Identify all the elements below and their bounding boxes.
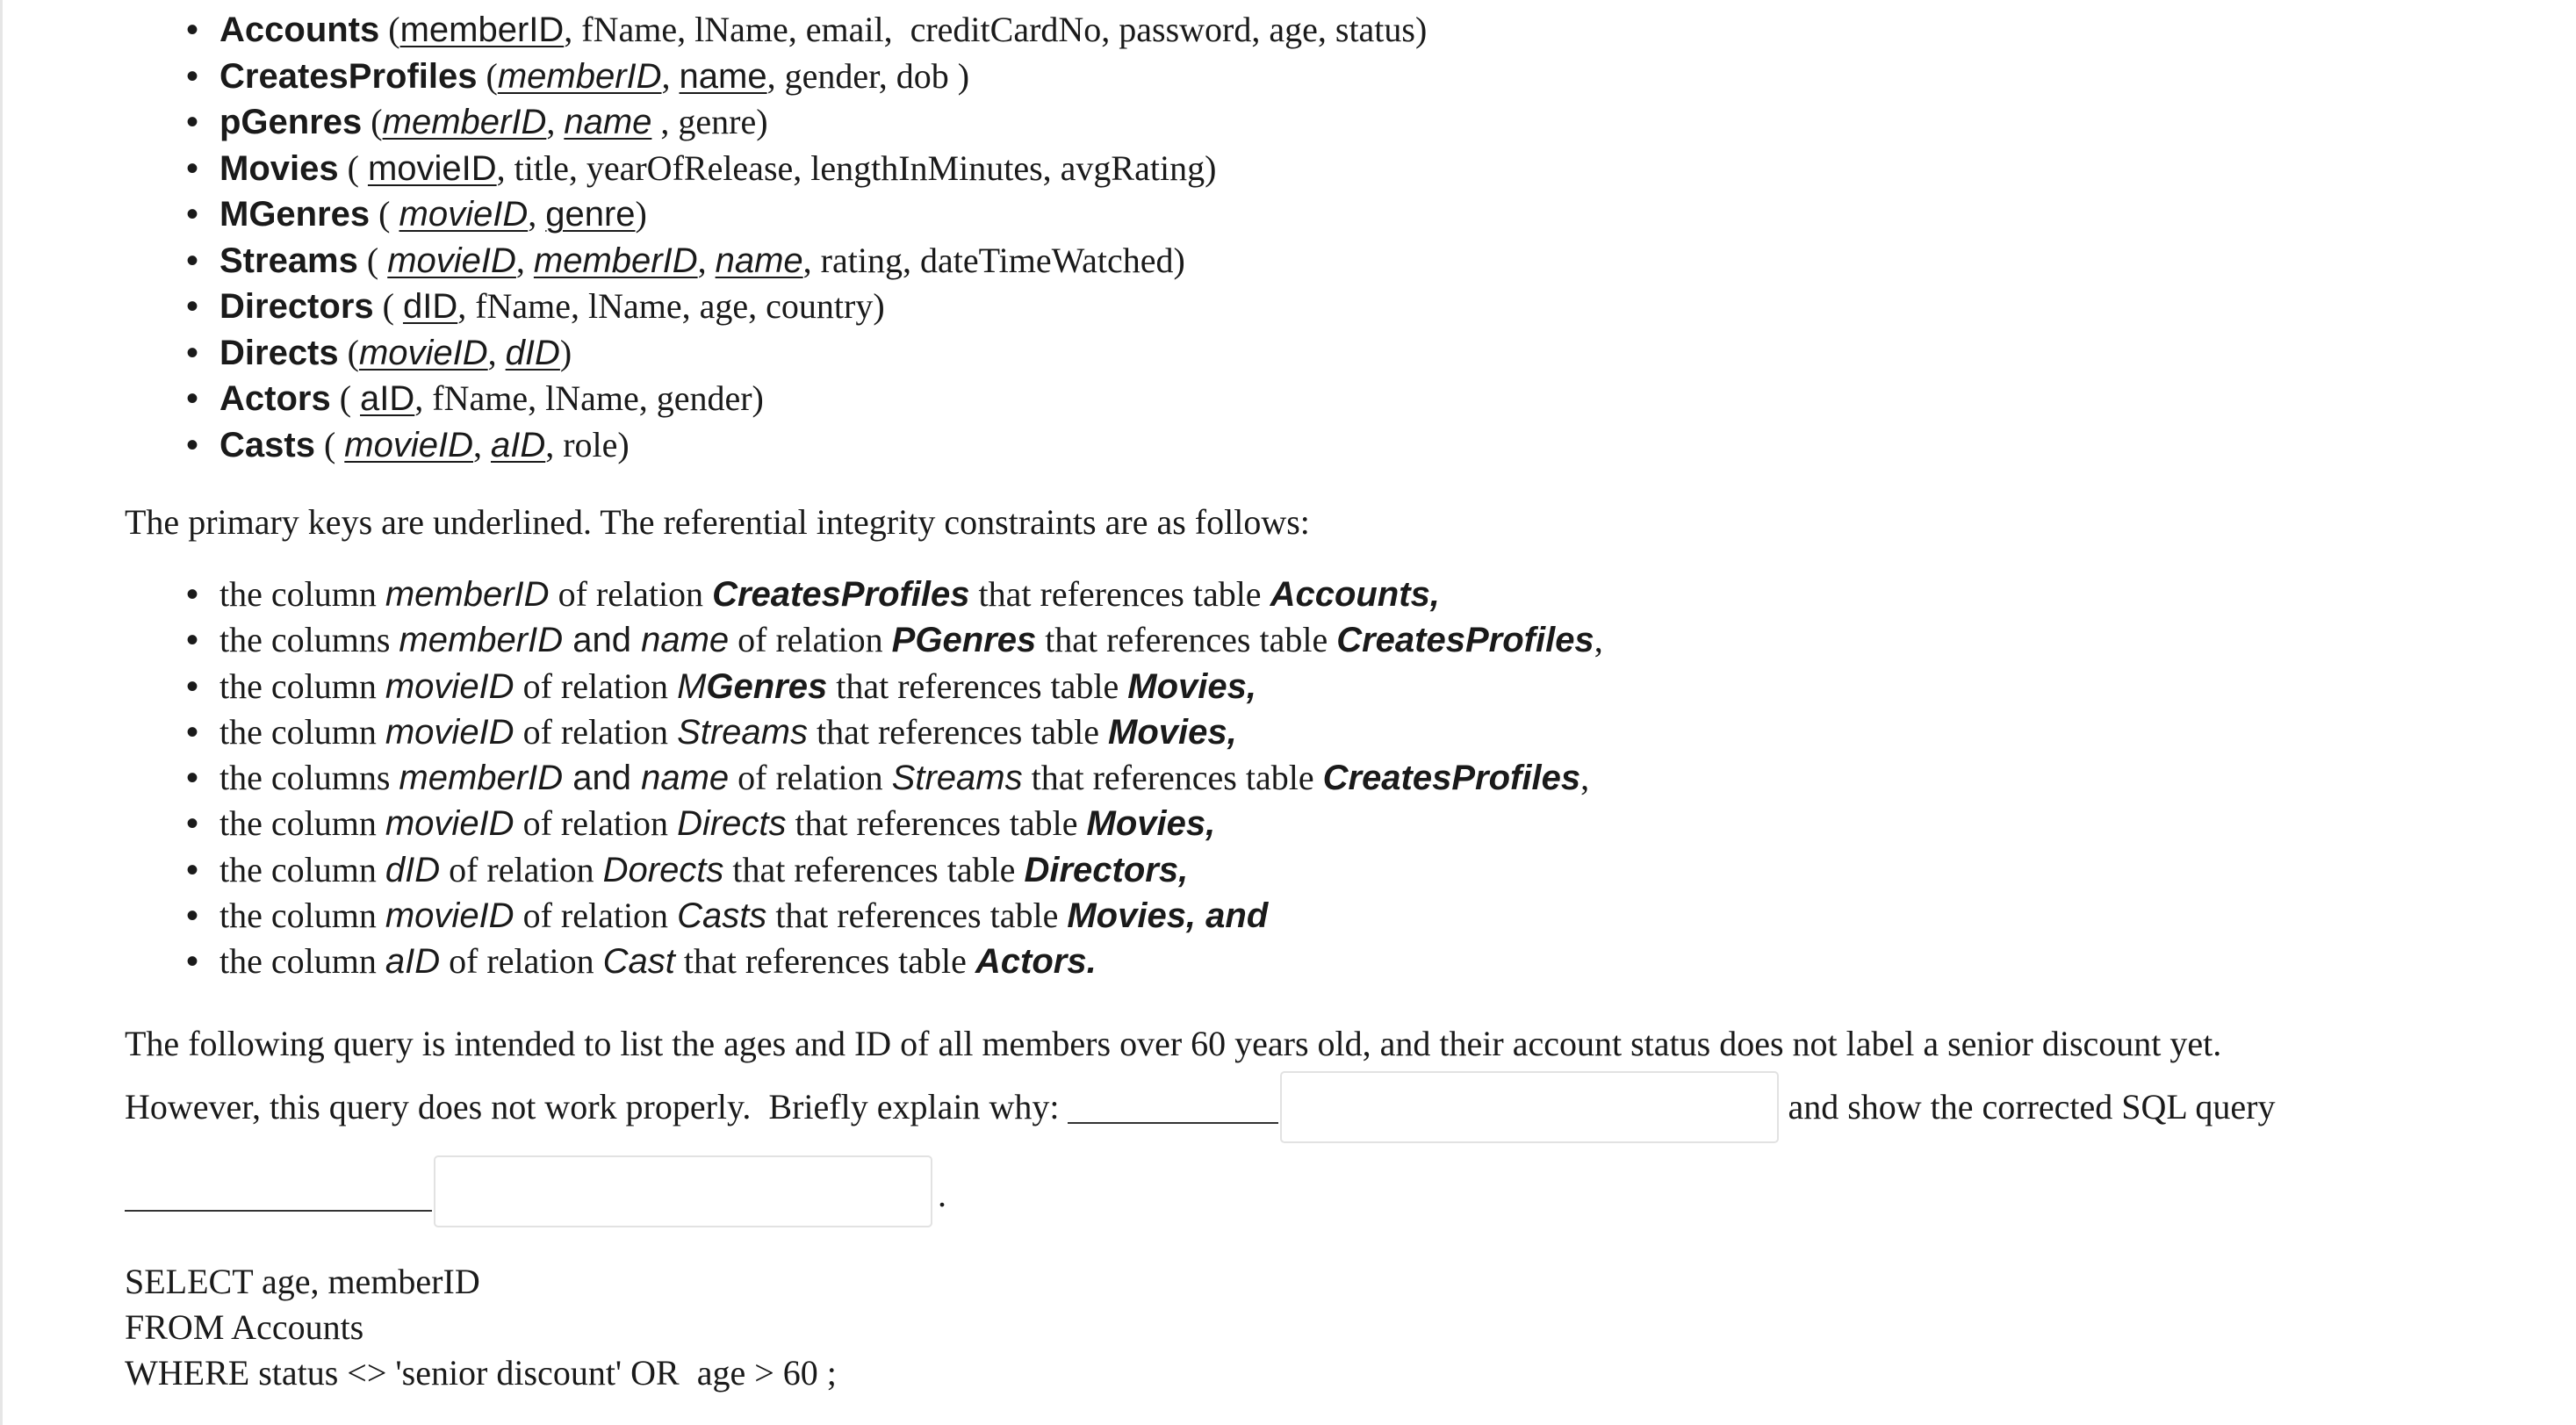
constraint-text: of relation: [514, 803, 678, 844]
constraint-text: that references table: [827, 666, 1128, 706]
constraint-text: of relation: [514, 666, 678, 706]
constraint-text: Casts: [677, 896, 767, 936]
constraint-text: that references table: [723, 849, 1025, 889]
primary-key-attribute: movieID: [344, 425, 473, 464]
sql-query: [125, 1259, 2548, 1396]
attribute-text: , rating, dateTimeWatched): [802, 240, 1185, 280]
constraint-text: that references table: [786, 803, 1087, 844]
constraint-text: PGenres: [891, 621, 1037, 660]
primary-key-attribute: movieID: [358, 333, 488, 372]
sql-line: FROM Accounts: [125, 1306, 364, 1347]
relation-name: Streams: [219, 241, 358, 280]
constraint-text: movieID: [385, 896, 514, 936]
constraint-item: [125, 664, 2548, 709]
constraint-item: [125, 847, 2548, 893]
attribute-text: ,: [515, 240, 534, 280]
attribute-text: ,: [546, 102, 565, 141]
attribute-text: , title, yearOfRelease, lengthInMinutes, avgRating): [496, 148, 1217, 188]
constraint-text: movieID: [385, 712, 514, 752]
schema-item: [125, 99, 2548, 146]
relation-name: CreatesProfiles: [219, 56, 478, 96]
question-text: [125, 1017, 2548, 1143]
relation-paren: (: [373, 286, 403, 326]
constraint-text: that references table: [808, 711, 1109, 752]
primary-keys-intro: The primary keys are underlined. The referential integrity constraints are as follows:: [125, 502, 1310, 542]
schema-item: [125, 330, 2548, 377]
constraint-text: dID: [385, 850, 441, 889]
constraint-text: Movies,: [1127, 666, 1256, 706]
schema-item: [125, 54, 2548, 100]
relation-paren: (: [379, 10, 400, 49]
constraint-text: the columns: [219, 620, 399, 660]
relation-name: Actors: [219, 379, 331, 418]
question-line-2-lead: However, this query does not work properly. Briefly explain why:: [125, 1086, 1069, 1126]
schema-item: [125, 376, 2548, 422]
constraint-text: Actors.: [975, 942, 1097, 982]
relation-paren: (: [357, 240, 388, 280]
constraint-item: [125, 617, 2548, 663]
attribute-text: ): [559, 332, 572, 372]
attribute-text: , genre): [651, 102, 768, 141]
sql-line: SELECT age, memberID: [125, 1261, 480, 1301]
question-line-2: [125, 1071, 2548, 1143]
relation-paren: (: [338, 148, 368, 188]
primary-key-attribute: memberID: [497, 56, 662, 96]
relation-name: Directors: [219, 287, 374, 326]
constraint-text: Dorects: [602, 850, 724, 889]
primary-key-attribute: aID: [360, 379, 415, 418]
question-line-2-tail: and show the corrected SQL query: [1779, 1086, 2276, 1126]
constraint-item: [125, 709, 2548, 755]
constraint-text: Streams: [891, 759, 1023, 798]
primary-key-attribute: dID: [402, 287, 458, 326]
schema-item: [125, 284, 2548, 330]
constraint-item: [125, 893, 2548, 939]
constraint-text: CreatesProfiles: [1322, 759, 1581, 798]
attribute-text: , fName, lName, age, country): [457, 286, 885, 326]
constraint-text: of relation: [549, 574, 713, 614]
constraint-item: [125, 939, 2548, 984]
relation-paren: (: [370, 194, 399, 234]
constraint-text: of relation: [514, 711, 678, 752]
constraint-text: the columns: [219, 758, 399, 798]
constraint-text: Accounts,: [1270, 575, 1440, 614]
relation-name: Accounts: [219, 11, 380, 49]
question-line-1: The following query is intended to list the ages and ID of all members over 60 years old, and their account status does not label a senior discount yet.: [125, 1023, 2222, 1063]
schema-list: [125, 7, 2548, 468]
blank-underline-2: [125, 1191, 432, 1212]
constraint-item: [125, 755, 2548, 801]
relation-name: Directs: [219, 333, 339, 372]
constraint-text: the column: [219, 803, 385, 844]
sql-line: WHERE status <> 'senior discount' OR age > 60 ;: [125, 1352, 837, 1393]
constraint-text: Directs: [677, 804, 787, 844]
constraint-text: and: [563, 621, 642, 660]
constraint-text: that references table: [1036, 620, 1337, 660]
constraint-item: [125, 801, 2548, 846]
attribute-text: ): [635, 194, 647, 234]
constraint-text: CreatesProfiles: [1336, 621, 1594, 660]
attribute-text: , fName, lName, gender): [414, 378, 764, 418]
constraint-text: of relation: [729, 620, 892, 660]
attribute-text: ,: [661, 55, 680, 96]
relation-name: Casts: [219, 425, 315, 464]
relation-name: MGenres: [219, 195, 371, 234]
primary-key-attribute: movieID: [367, 148, 497, 188]
primary-key-attribute: name: [564, 103, 652, 141]
explanation-answer-box[interactable]: [1280, 1071, 1779, 1143]
constraint-text: the column: [219, 574, 385, 614]
constraint-text: Directors,: [1024, 850, 1189, 889]
constraint-text: that references table: [1022, 758, 1323, 798]
constraint-text: ,: [1580, 758, 1590, 798]
constraint-text: Movies,: [1086, 804, 1216, 844]
constraint-item: [125, 572, 2548, 617]
constraint-text: of relation: [440, 849, 603, 889]
attribute-text: , gender, dob ): [766, 55, 970, 96]
constraint-text: that references table: [674, 941, 975, 982]
primary-key-attribute: name: [679, 56, 767, 96]
attribute-text: , fName, lName, email, creditCardNo, password, age, status): [564, 10, 1428, 49]
primary-key-attribute: aID: [490, 425, 546, 464]
trailing-period: .: [938, 1175, 946, 1215]
primary-key-attribute: memberID: [382, 103, 547, 141]
constraint-text: the column: [219, 896, 385, 936]
blank-underline-1: [1068, 1103, 1278, 1124]
constraint-text: and: [563, 759, 642, 798]
constraint-text: Movies, and: [1067, 896, 1269, 936]
constraint-text: name: [641, 759, 730, 798]
constraint-text: memberID: [385, 575, 550, 614]
corrected-query-answer-box[interactable]: [434, 1155, 932, 1227]
schema-item: [125, 7, 2548, 54]
constraints-list: [125, 572, 2548, 985]
constraint-text: M: [677, 666, 707, 706]
attribute-text: ,: [697, 240, 716, 280]
constraint-text: the column: [219, 666, 385, 706]
constraint-text: of relation: [729, 758, 892, 798]
attribute-text: ,: [487, 332, 506, 372]
constraint-text: that references table: [969, 574, 1270, 614]
constraint-text: movieID: [385, 666, 514, 706]
constraint-text: Movies,: [1108, 712, 1237, 752]
constraint-text: the column: [219, 711, 385, 752]
schema-item: [125, 238, 2548, 284]
relation-paren: (: [477, 55, 498, 96]
schema-item: [125, 146, 2548, 192]
constraint-text: Streams: [677, 712, 808, 752]
question-content: [125, 0, 2548, 1396]
attribute-text: ,: [528, 194, 546, 234]
schema-item: [125, 422, 2548, 469]
constraint-text: that references table: [766, 896, 1068, 936]
constraint-text: memberID: [399, 759, 564, 798]
relation-paren: (: [362, 102, 383, 141]
constraint-text: the column: [219, 849, 385, 889]
constraint-text: Cast: [602, 942, 675, 982]
schema-item: [125, 191, 2548, 238]
constraint-text: memberID: [399, 621, 564, 660]
constraint-text: of relation: [514, 896, 678, 936]
relation-paren: (: [338, 332, 359, 372]
constraint-text: CreatesProfiles: [712, 575, 970, 614]
constraint-text: aID: [385, 942, 441, 982]
attribute-text: , role): [545, 424, 630, 464]
constraint-text: Genres: [706, 666, 828, 706]
primary-key-attribute: name: [715, 241, 803, 280]
primary-key-attribute: dID: [505, 333, 560, 372]
constraint-text: movieID: [385, 804, 514, 844]
relation-paren: (: [330, 378, 361, 418]
constraint-text: name: [641, 621, 730, 660]
primary-key-attribute: memberID: [399, 11, 565, 49]
relation-name: Movies: [219, 148, 339, 188]
relation-paren: (: [314, 424, 345, 464]
primary-key-attribute: genre: [545, 195, 636, 234]
corrected-query-line: [125, 1155, 2548, 1227]
left-border: [0, 0, 3, 1425]
primary-key-attribute: movieID: [387, 241, 516, 280]
constraint-text: of relation: [440, 941, 603, 982]
primary-key-attribute: movieID: [399, 195, 529, 234]
attribute-text: ,: [472, 424, 491, 464]
primary-key-attribute: memberID: [533, 241, 698, 280]
relation-name: pGenres: [219, 103, 363, 141]
constraint-text: ,: [1594, 620, 1603, 660]
constraint-text: the column: [219, 941, 385, 982]
